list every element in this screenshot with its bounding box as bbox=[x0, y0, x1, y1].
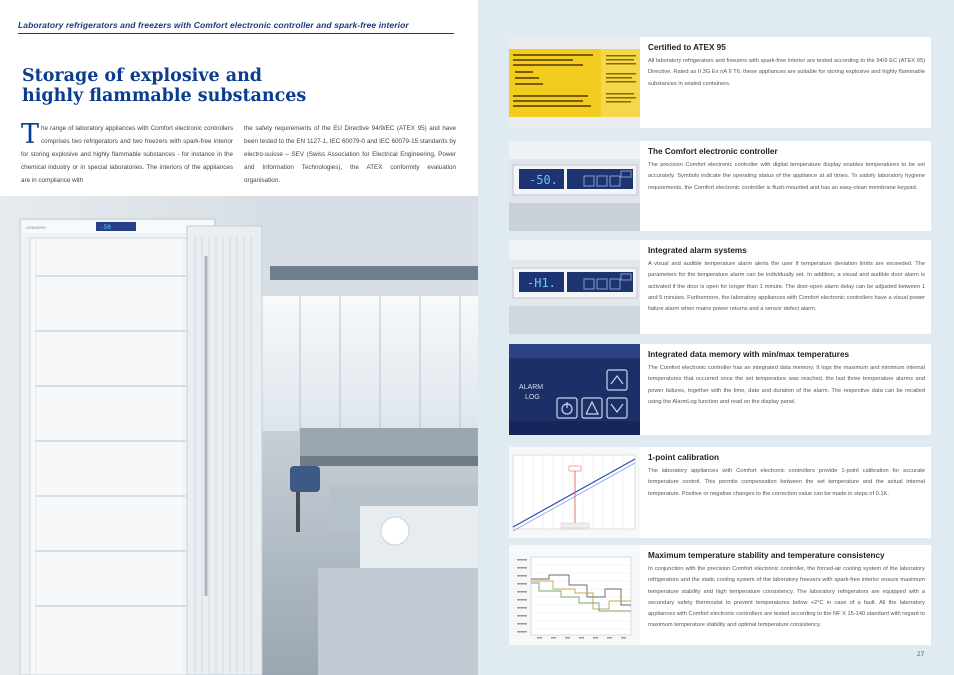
calibration-graph-image bbox=[509, 447, 640, 538]
section-atex bbox=[509, 37, 931, 128]
atex-label-image bbox=[509, 37, 640, 128]
title-line-2: highly flammable substances bbox=[22, 86, 307, 106]
alarm-display-text: -H1. bbox=[527, 276, 556, 290]
section-heading: Integrated data memory with min/max temperatures bbox=[648, 350, 850, 359]
section-heading: 1-point calibration bbox=[648, 453, 719, 462]
section-alarm bbox=[509, 240, 931, 334]
section-heading: Integrated alarm systems bbox=[648, 246, 747, 255]
page-title bbox=[22, 66, 306, 106]
alarmlog-keypad-image bbox=[509, 344, 640, 435]
section-controller bbox=[509, 141, 931, 231]
section-stability bbox=[509, 545, 931, 645]
title-line-1: Storage of explosive and bbox=[22, 66, 263, 86]
brand-text: LIEBHERR bbox=[26, 225, 47, 230]
lab-photo bbox=[0, 196, 478, 675]
stability-graph-image bbox=[509, 545, 640, 645]
drop-cap: T bbox=[21, 119, 40, 150]
intro-column-1 bbox=[21, 119, 233, 187]
controller-display-text: -50. bbox=[529, 173, 558, 187]
section-text: The precision Comfort electronic controller with digital temperature display enables temperatures to be set accurately. Symbols indicate the operating status of the appliance at all times. To satisfy laboratory hygiene requirements, the Comfort electronic controller is flush-mounted and has an easy-clean membrane keypad. bbox=[648, 162, 925, 191]
header-rule bbox=[18, 33, 454, 34]
page-number: 27 bbox=[917, 651, 925, 658]
section-calibration bbox=[509, 447, 931, 538]
running-header: Laboratory refrigerators and freezers with Comfort electronic controller and spark-free interior bbox=[18, 20, 409, 30]
alarm-controller-image bbox=[509, 240, 640, 334]
alarm-label: ALARM bbox=[519, 384, 544, 391]
section-heading: The Comfort electronic controller bbox=[648, 147, 778, 156]
section-heading: Maximum temperature stability and temperature consistency bbox=[648, 551, 885, 560]
section-memory bbox=[509, 344, 931, 435]
log-label: LOG bbox=[525, 394, 540, 401]
section-text: In conjunction with the precision Comfort electronic controller, the forced-air cooling system of the laboratory refrigerators and the static cooling system of the laboratory freezers with spark-free interior ensure maximum temperature stability and high temperature consistency. The laboratory refrigerators are equipped with a secondary safety thermostat to prevent temperatures below +2°C in case of a fault. All the laboratory appliances with Comfort electronic controllers are tested according to the NF X 15-140 standard with regard to maximum temperature stability and optimal temperature consistency. bbox=[648, 566, 925, 629]
intro-text-1: he range of laboratory appliances with Comfort electronic controllers comprises two refrigerators and two freezers with spark-free interior for storing explosive and highly flammable substances - for instance in the chemical industry or in special laboratories. The interiors of the appliances are in compliance with bbox=[21, 125, 233, 184]
section-heading: Certified to ATEX 95 bbox=[648, 43, 726, 52]
section-text: The Comfort electronic controller has an integrated data memory. It logs the maximum and minimum internal temperatures that occurred once the set temperature was reached, the last three temperature alarms and power failures, together with the time, date and duration of the alarm. The respective data can be recalled using the AlarmLog function and read on the display panel. bbox=[648, 365, 925, 405]
section-text: The laboratory appliances with Comfort electronic controllers provide 1-point calibration for accurate temperature control. This permits compensation between the set temperature and the actual internal temperature. Positive or negative changes to the correction value can be made in steps of 0.1K. bbox=[648, 468, 925, 497]
section-text: All laboratory refrigerators and freezers with spark-free interior are tested according to the 94/9 EC (ATEX 95) Directive. Rated as II 3G Ex nA II T6, these appliances are suitable for storing explosive and highly flammable substances in sealed containers. bbox=[648, 58, 925, 87]
fridge-display-text: -50 bbox=[100, 224, 111, 231]
controller-image bbox=[509, 141, 640, 231]
intro-column-2: the safety requirements of the EU Directive 94/9/EC (ATEX 95) and have been tested to the EN 1127-1, IEC 60079-0 and IEC 60079-15 standards by electro-suisse – SEV (Swiss Association for Electrical Engineering, Power and Information Technologies), the ATEX conformity evaluation organisation. bbox=[244, 125, 456, 184]
section-text: A visual and audible temperature alarm alerts the user if temperature deviation limits are exceeded. The parameters for the temperature alarm can be individually set. In addition, a visual and audible door alarm is activated if the door is open for longer than 1 minute. The door-open alarm delay can be adjusted between 1 and 5 minutes. Furthermore, the laboratory appliances with Comfort electronic controllers have a visual power failure alarm when mains power returns and a sensor defect alarm. bbox=[648, 261, 925, 313]
